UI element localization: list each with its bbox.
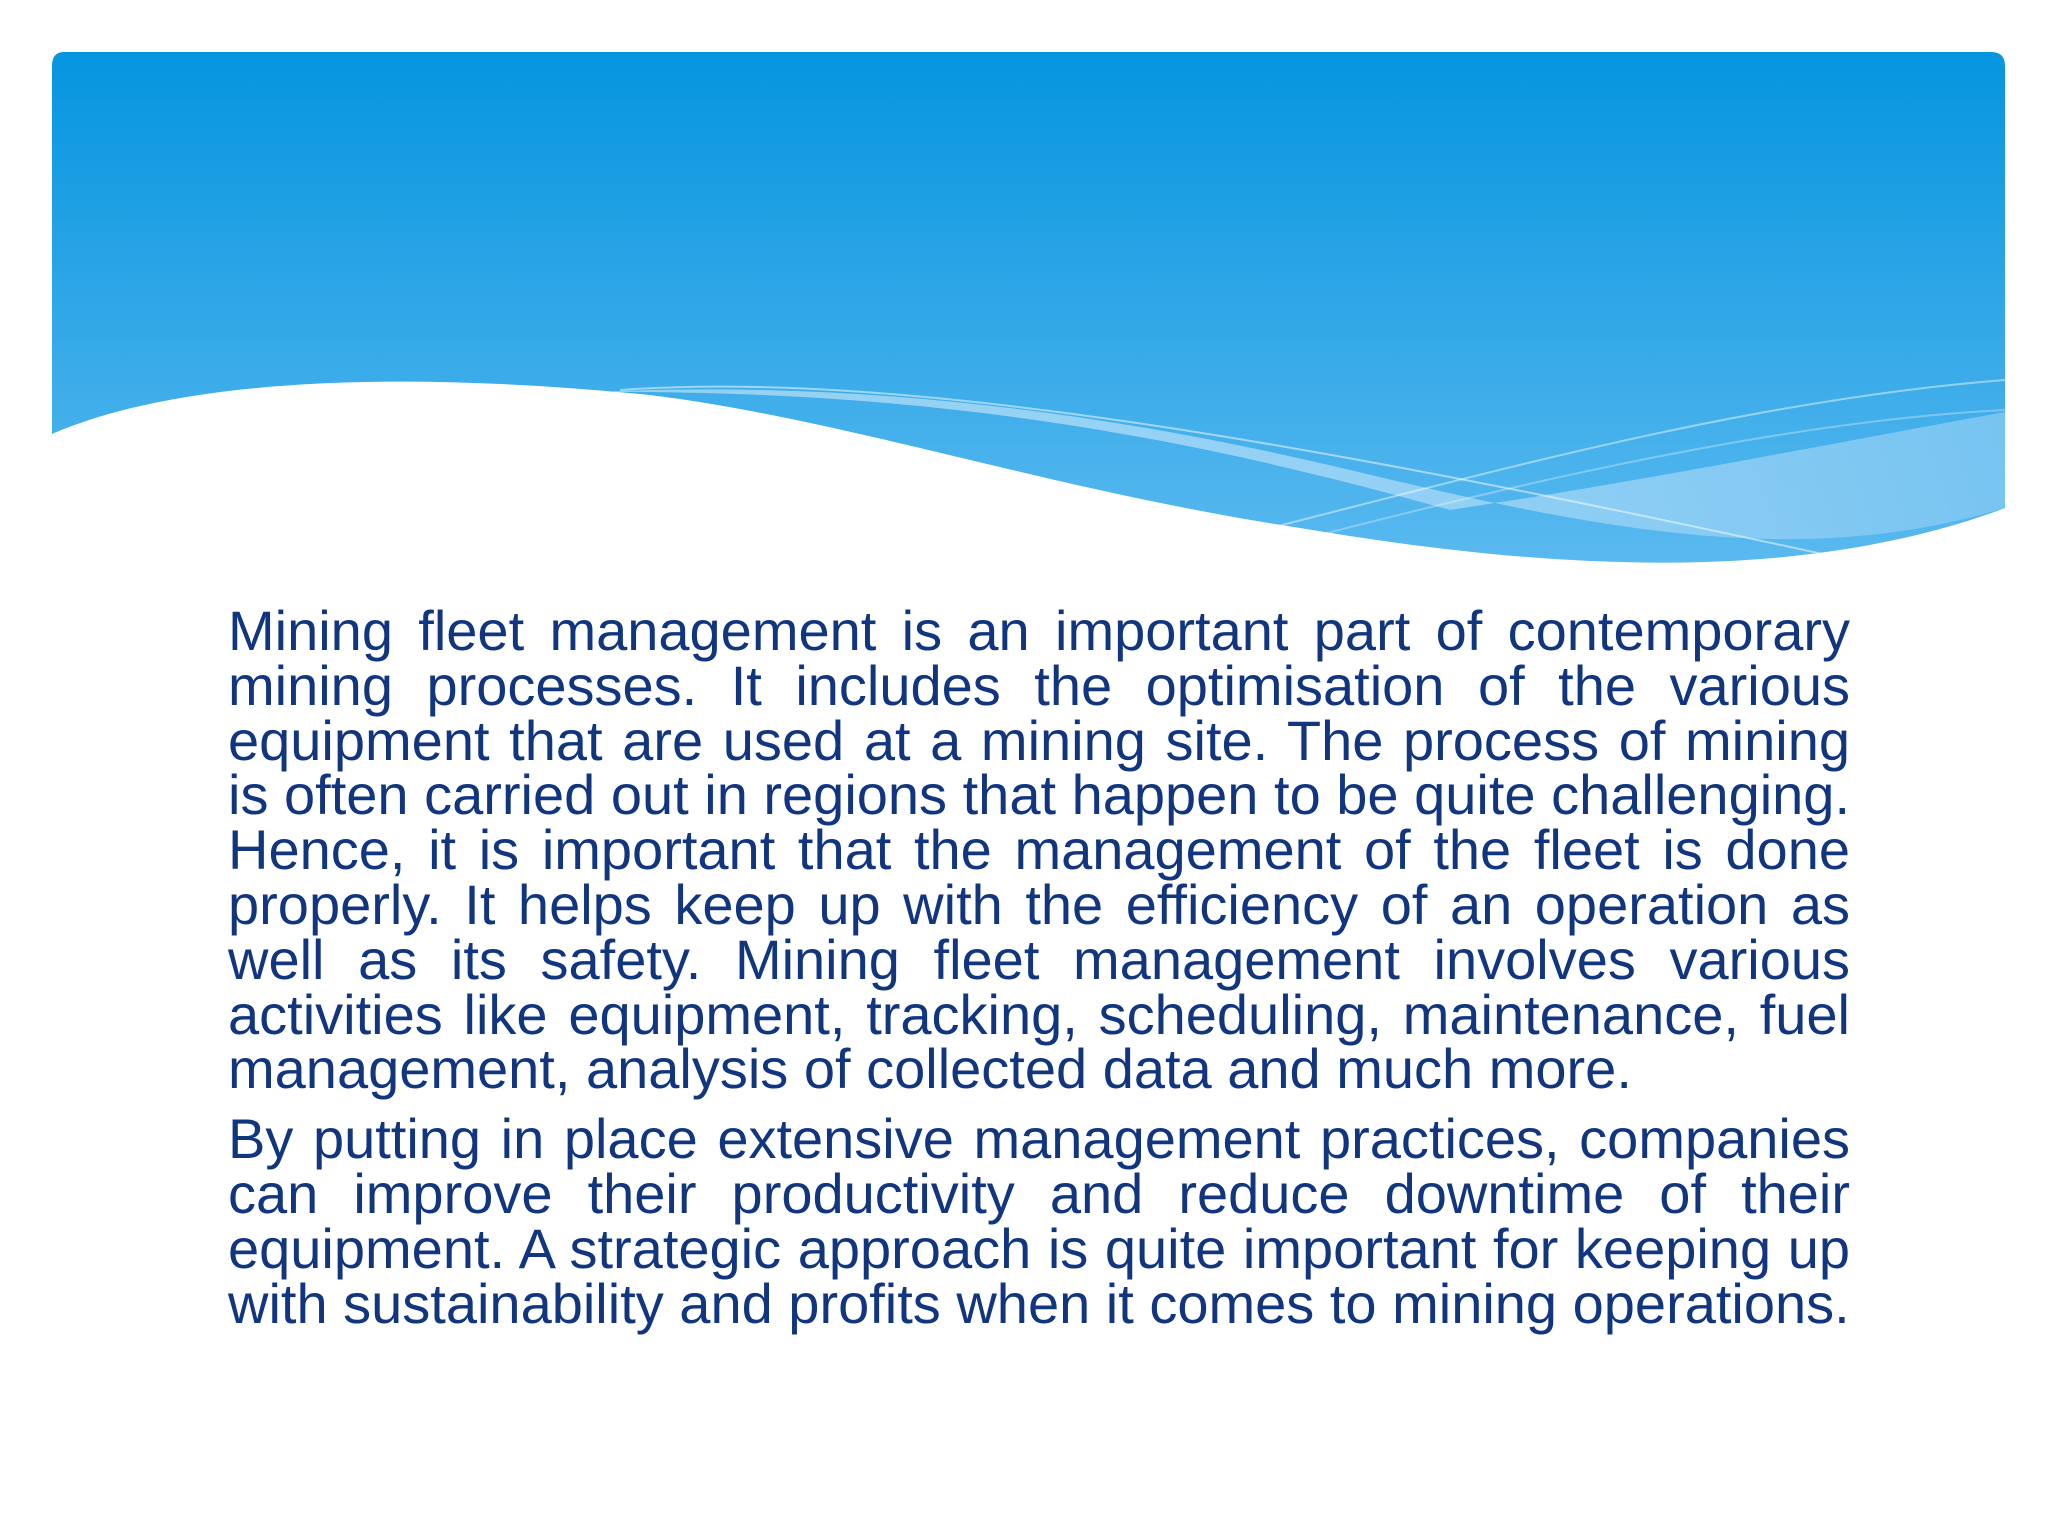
body-paragraph-2: By putting in place extensive management practices, companies can improve their productivity and reduce downtime of their equipment. A strategic approach is quite important for keeping up with sustainability and profits when it comes to mining operations.: [228, 1107, 1850, 1335]
slide-body-text: [228, 599, 1851, 1346]
header-wave-banner: [0, 0, 2048, 600]
body-paragraph-1: Mining fleet management is an important part of contemporary mining processes. It includes the optimisation of the various equipment that are used at a mining site. The process of mining is often carried out in regions that happen to be quite challenging. Hence, it is important that the management of the fleet is done properly. It helps keep up with the efficiency of an operation as well as its safety. Mining fleet management involves various activities like equipment, tracking, scheduling, maintenance, fuel management, analysis of collected data and much more.: [228, 599, 1851, 1101]
